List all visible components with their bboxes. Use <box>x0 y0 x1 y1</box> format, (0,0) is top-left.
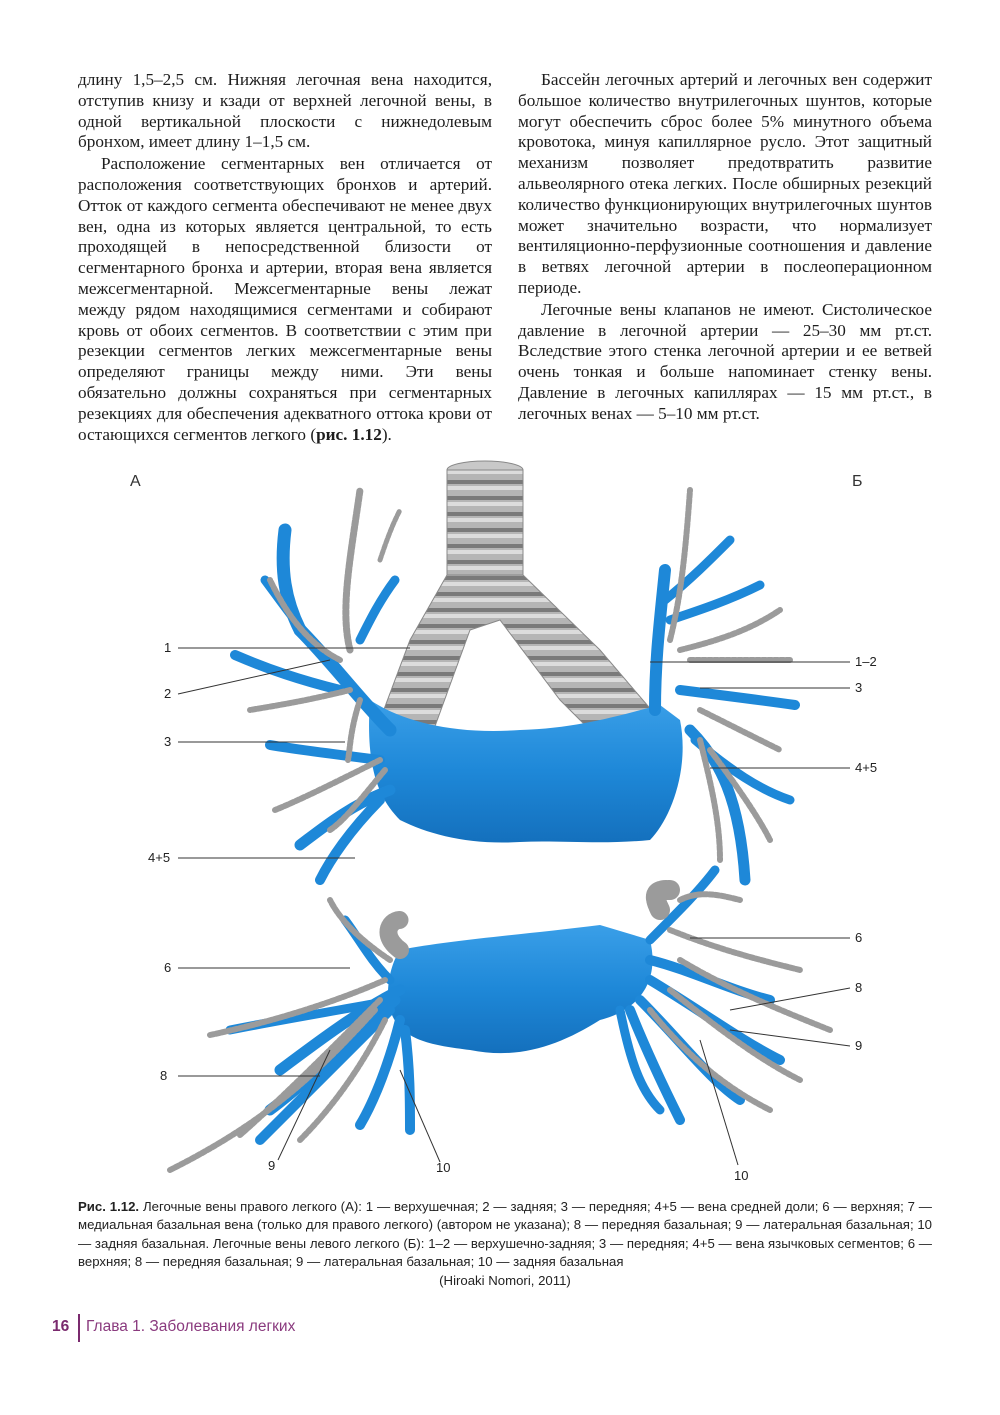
caption-text: Легочные вены правого легкого (А): 1 — верхушечная; 2 — задняя; 3 — передняя; 4+5 — вена средней доли; 6 — верхняя; 7 — медиальная базальная вена (только для правого легкого) (автором не указана); 8 — передняя базальная; 9 — латеральная базальная; 10 — задняя базальная. Легочные вены левого легкого (Б): 1–2 — верхушечно-задняя; 3 — передняя; 4+5 — вена язычковых сегментов; 6 — верхняя; 8 — передняя базальная; 9 — латеральная базальная; 10 — задняя базальная <box>78 1199 932 1270</box>
label-b-9: 9 <box>855 1038 863 1053</box>
panel-a-label: А <box>130 473 141 490</box>
leader-lines <box>178 648 850 1165</box>
panel-b-label: Б <box>852 473 863 490</box>
left-paragraph-1: длину 1,5–2,5 см. Нижняя легочная вена находится, отступив книзу и кзади от верхней легочной вены, в одной вертикальной плоскости с нижнедолевым бронхом, имеет длину 1–1,5 см. <box>78 70 492 152</box>
label-a-9: 9 <box>268 1158 276 1173</box>
caption-lead: Рис. 1.12. <box>78 1199 140 1214</box>
label-b-10: 10 <box>734 1168 749 1183</box>
lower-right-branches <box>620 870 780 1120</box>
left-paragraph-2-end: ). <box>381 424 392 444</box>
footer-divider <box>78 1314 80 1342</box>
figure-reference: рис. 1.12 <box>316 424 382 444</box>
label-a-8: 8 <box>160 1068 168 1083</box>
label-a-1: 1 <box>164 640 172 655</box>
lower-vein-trunk <box>388 925 653 1053</box>
label-a-45: 4+5 <box>148 850 171 865</box>
page-number: 16 <box>52 1318 70 1335</box>
caption-credit: (Hiroaki Nomori, 2011) <box>439 1272 571 1288</box>
chapter-title: Глава 1. Заболевания легких <box>86 1318 296 1335</box>
figure-caption <box>78 1198 932 1290</box>
label-b-8: 8 <box>855 980 863 995</box>
upper-vein-trunk <box>369 700 683 843</box>
right-upper-branches <box>655 540 795 880</box>
label-a-10: 10 <box>436 1160 451 1175</box>
label-a-2: 2 <box>164 686 172 701</box>
label-b-45: 4+5 <box>855 760 878 775</box>
right-paragraph-1: Бассейн легочных артерий и легочных вен содержит большое количество внутрилегочных шунтов, которые могут обеспечить сброс более 5% минутного объема кровотока, минуя капиллярное русло. Этот защитный механизм позволяет предотвратить развитие альвеолярного отека легких. После обширных резекций количество функционирующих внутрилегочных шунтов может значительно возрасти, что нормализует вентиляционно-перфузионные соотношения и давление в ветвях легочной артерии в послеоперационном периоде. <box>518 70 932 297</box>
label-a-3: 3 <box>164 734 172 749</box>
label-a-6: 6 <box>164 960 172 975</box>
left-paragraph-2-text: Расположение сегментарных вен отличается от расположения соответствующих бронхов и артерий. Отток от каждого сегмента обеспечивают не менее двух вен, одна из которых является центральной, то есть проходящей в непосредственной близости от сегментарного бронха и артерии, вторая вена является межсегментарной. Межсегментарные вены лежат между рядом находящимися сегментами и собирают кровь от обоих сегментов. В соответствии с этим при резекции сегментов легких межсегментарные вены определяют границы между ними. Эти вены обязательно должны сохраняться при сегментарных резекциях для обеспечения адекватного оттока крови от остающихся сегментов легкого ( <box>78 154 492 444</box>
right-paragraph-2: Легочные вены клапанов не имеют. Систолическое давление в легочной артерии — 25–30 мм рт.ст. Вследствие этого стенка легочной артерии и ее ветвей очень тонкая и больше напоминает стенку вены. Давление в легочных капиллярах — 15 мм рт.ст., в легочных венах — 5–10 мм рт.ст. <box>518 299 932 423</box>
label-b-12: 1–2 <box>855 654 877 669</box>
label-b-6: 6 <box>855 930 863 945</box>
trachea <box>380 461 660 760</box>
left-upper-branches <box>235 530 395 880</box>
label-b-3: 3 <box>855 680 863 695</box>
